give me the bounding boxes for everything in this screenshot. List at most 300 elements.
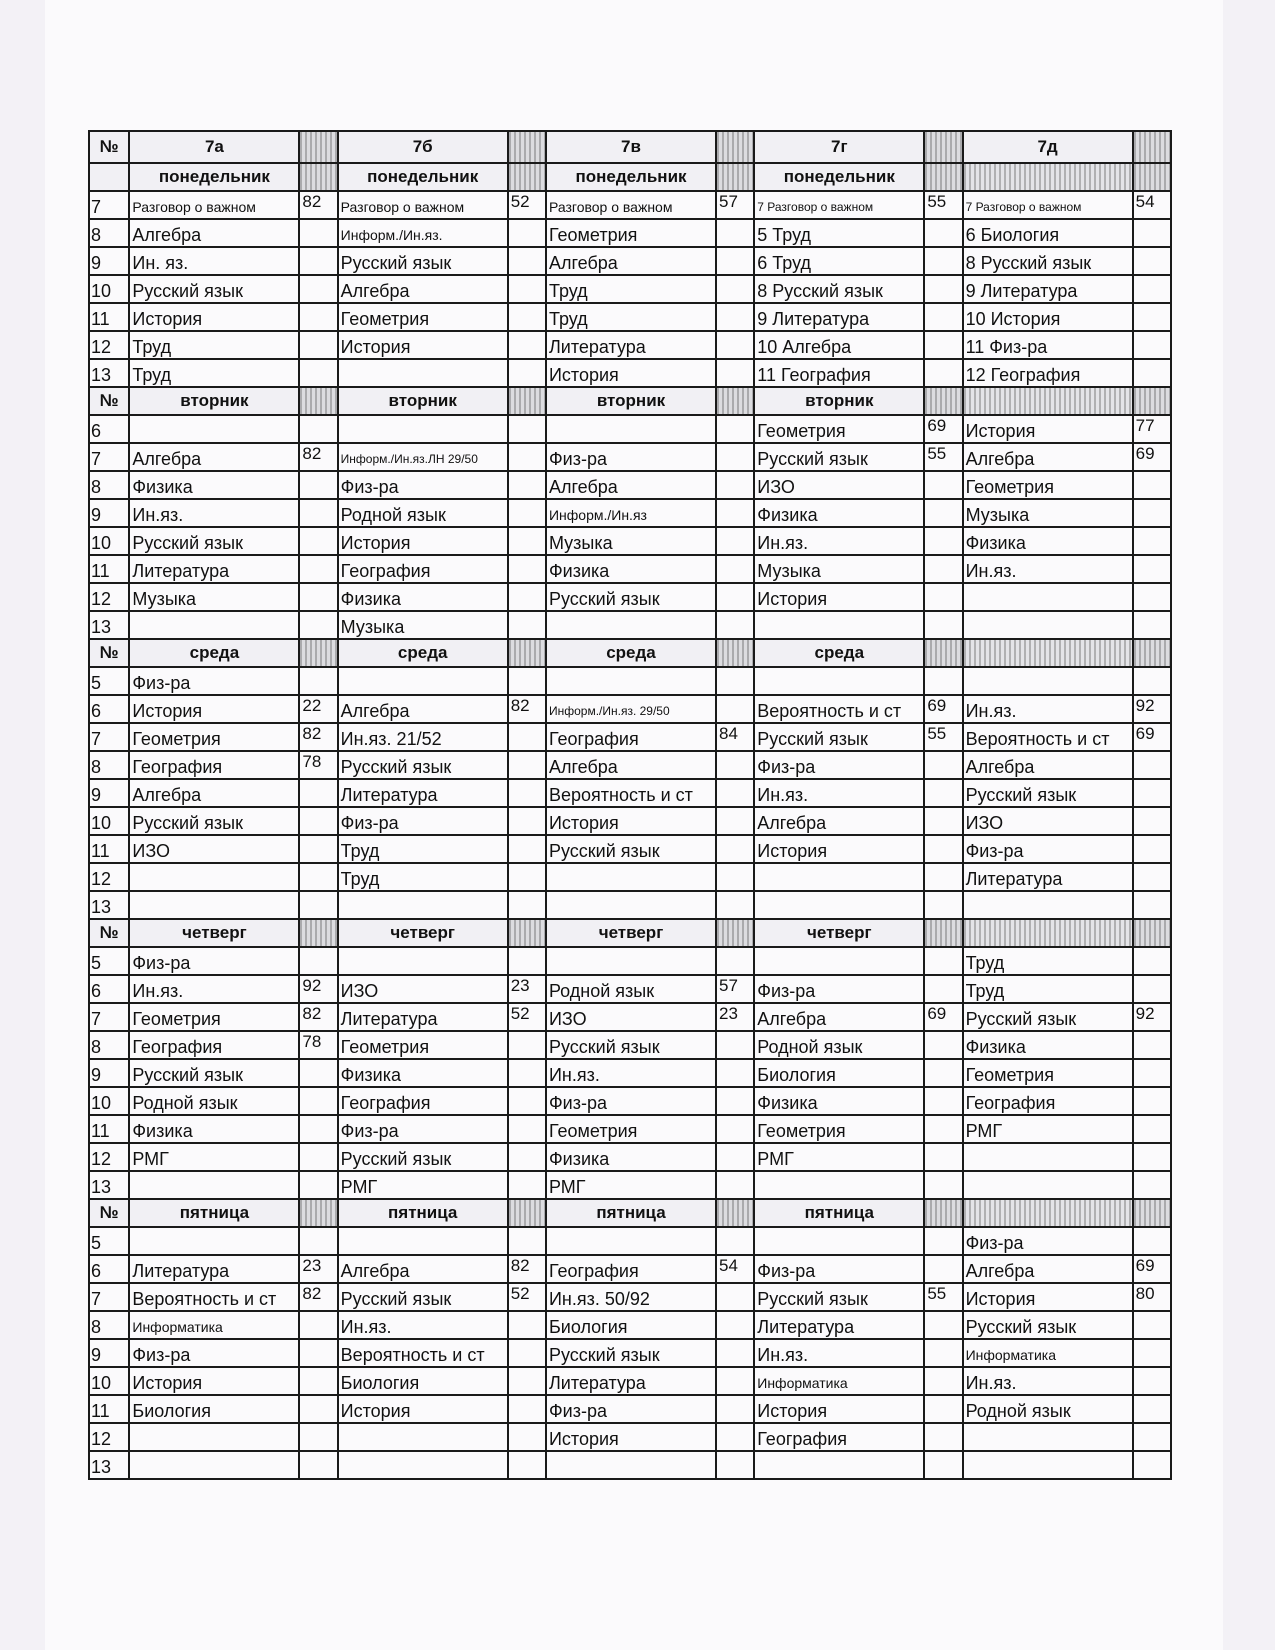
day-header-row bbox=[89, 163, 1171, 191]
schedule-table bbox=[88, 130, 1172, 1480]
room-cell bbox=[924, 807, 962, 835]
lesson-row bbox=[89, 443, 1171, 471]
room-cell bbox=[1133, 275, 1171, 303]
room-cell bbox=[924, 947, 962, 975]
room-cell: 57 bbox=[716, 975, 754, 1003]
subject-cell: 12 География bbox=[963, 359, 1133, 387]
room-cell bbox=[924, 1171, 962, 1199]
number-header: № bbox=[89, 131, 129, 163]
lesson-number: 6 bbox=[89, 975, 129, 1003]
lesson-number: 12 bbox=[89, 863, 129, 891]
room-cell: 23 bbox=[716, 1003, 754, 1031]
room-cell bbox=[508, 1395, 546, 1423]
subject-cell: Родной язык bbox=[129, 1087, 299, 1115]
lesson-number: 6 bbox=[89, 695, 129, 723]
subject-cell: Труд bbox=[546, 275, 716, 303]
subject-cell: История bbox=[754, 583, 924, 611]
subject-cell: Ин.яз. bbox=[963, 695, 1133, 723]
room-cell bbox=[716, 1087, 754, 1115]
day-name bbox=[963, 163, 1133, 191]
room-cell: 54 bbox=[716, 1255, 754, 1283]
subject-cell: Труд bbox=[338, 863, 508, 891]
subject-cell bbox=[546, 415, 716, 443]
room-cell bbox=[299, 611, 337, 639]
day-gap bbox=[924, 163, 962, 191]
lesson-row bbox=[89, 1283, 1171, 1311]
room-cell: 78 bbox=[299, 1031, 337, 1059]
room-cell bbox=[924, 1367, 962, 1395]
room-cell bbox=[299, 583, 337, 611]
subject-cell: Разговор о важном bbox=[546, 191, 716, 219]
room-cell bbox=[299, 891, 337, 919]
room-cell: 82 bbox=[299, 723, 337, 751]
room-cell bbox=[508, 1087, 546, 1115]
day-name: среда bbox=[546, 639, 716, 667]
lesson-row bbox=[89, 1031, 1171, 1059]
day-gap bbox=[299, 1199, 337, 1227]
subject-cell: История bbox=[129, 303, 299, 331]
lesson-row bbox=[89, 975, 1171, 1003]
room-cell bbox=[508, 219, 546, 247]
room-cell: 82 bbox=[299, 191, 337, 219]
subject-cell: Русский язык bbox=[546, 1339, 716, 1367]
subject-cell: Русский язык bbox=[129, 275, 299, 303]
room-cell bbox=[508, 247, 546, 275]
lesson-row bbox=[89, 527, 1171, 555]
subject-cell: 7 Разговор о важном bbox=[754, 191, 924, 219]
room-cell bbox=[508, 1423, 546, 1451]
subject-cell: История bbox=[963, 1283, 1133, 1311]
room-cell bbox=[508, 443, 546, 471]
lesson-number: 7 bbox=[89, 443, 129, 471]
day-header-row bbox=[89, 919, 1171, 947]
subject-cell: Физ-ра bbox=[129, 667, 299, 695]
room-cell: 22 bbox=[299, 695, 337, 723]
day-name: четверг bbox=[546, 919, 716, 947]
subject-cell: Геометрия bbox=[546, 1115, 716, 1143]
day-name: пятница bbox=[129, 1199, 299, 1227]
room-cell bbox=[716, 443, 754, 471]
subject-cell: Родной язык bbox=[338, 499, 508, 527]
lesson-row bbox=[89, 1171, 1171, 1199]
room-cell bbox=[1133, 667, 1171, 695]
subject-cell: Физ-ра bbox=[338, 1115, 508, 1143]
day-gap bbox=[716, 163, 754, 191]
subject-cell: Физ-ра bbox=[338, 807, 508, 835]
subject-cell bbox=[963, 1451, 1133, 1479]
room-cell bbox=[716, 583, 754, 611]
subject-cell bbox=[754, 1171, 924, 1199]
day-gap bbox=[924, 919, 962, 947]
schedule-body bbox=[89, 131, 1171, 1479]
day-gap bbox=[716, 387, 754, 415]
day-gap bbox=[299, 919, 337, 947]
lesson-number: 10 bbox=[89, 527, 129, 555]
subject-cell bbox=[963, 891, 1133, 919]
lesson-row bbox=[89, 947, 1171, 975]
lesson-number: 6 bbox=[89, 415, 129, 443]
room-cell: 82 bbox=[299, 1003, 337, 1031]
class-header: 7а bbox=[129, 131, 299, 163]
subject-cell: География bbox=[754, 1423, 924, 1451]
subject-cell: История bbox=[338, 527, 508, 555]
subject-cell bbox=[129, 1227, 299, 1255]
lesson-number: 5 bbox=[89, 947, 129, 975]
subject-cell bbox=[963, 1171, 1133, 1199]
room-cell bbox=[1133, 1367, 1171, 1395]
subject-cell: Алгебра bbox=[963, 443, 1133, 471]
room-cell bbox=[1133, 1339, 1171, 1367]
room-cell bbox=[299, 779, 337, 807]
day-gap bbox=[1133, 163, 1171, 191]
lesson-row bbox=[89, 1115, 1171, 1143]
lesson-number: 9 bbox=[89, 1339, 129, 1367]
room-cell bbox=[299, 555, 337, 583]
lesson-row bbox=[89, 1395, 1171, 1423]
lesson-row bbox=[89, 667, 1171, 695]
subject-cell: ИЗО bbox=[546, 1003, 716, 1031]
day-gap bbox=[1133, 1199, 1171, 1227]
subject-cell: Биология bbox=[338, 1367, 508, 1395]
room-cell bbox=[716, 947, 754, 975]
room-cell: 82 bbox=[299, 1283, 337, 1311]
subject-cell: Физ-ра bbox=[546, 1395, 716, 1423]
room-cell bbox=[299, 807, 337, 835]
subject-cell: Вероятность и ст bbox=[129, 1283, 299, 1311]
room-cell bbox=[299, 471, 337, 499]
lesson-number: 11 bbox=[89, 1395, 129, 1423]
day-name: среда bbox=[754, 639, 924, 667]
room-cell bbox=[1133, 1311, 1171, 1339]
day-gap bbox=[716, 639, 754, 667]
room-cell bbox=[299, 1311, 337, 1339]
room-cell: 54 bbox=[1133, 191, 1171, 219]
subject-cell: Физика bbox=[963, 527, 1133, 555]
subject-cell bbox=[129, 611, 299, 639]
day-name: четверг bbox=[129, 919, 299, 947]
lesson-number: 12 bbox=[89, 1423, 129, 1451]
subject-cell: Информатика bbox=[129, 1311, 299, 1339]
room-cell bbox=[508, 807, 546, 835]
lesson-row bbox=[89, 695, 1171, 723]
subject-cell: Ин.яз. bbox=[754, 527, 924, 555]
lesson-row bbox=[89, 1451, 1171, 1479]
day-number-header: № bbox=[89, 919, 129, 947]
subject-cell: Информ./Ин.яз.ЛН 29/50 bbox=[338, 443, 508, 471]
lesson-number: 11 bbox=[89, 303, 129, 331]
room-cell bbox=[716, 415, 754, 443]
room-cell bbox=[924, 275, 962, 303]
subject-cell: ИЗО bbox=[754, 471, 924, 499]
lesson-number: 9 bbox=[89, 247, 129, 275]
subject-cell bbox=[338, 1451, 508, 1479]
room-cell bbox=[924, 975, 962, 1003]
day-gap bbox=[1133, 639, 1171, 667]
lesson-row bbox=[89, 471, 1171, 499]
day-gap bbox=[508, 1199, 546, 1227]
subject-cell: Русский язык bbox=[129, 807, 299, 835]
room-cell bbox=[924, 891, 962, 919]
day-name: понедельник bbox=[546, 163, 716, 191]
subject-cell: Музыка bbox=[338, 611, 508, 639]
subject-cell: История bbox=[754, 1395, 924, 1423]
subject-cell: Труд bbox=[338, 835, 508, 863]
subject-cell: Геометрия bbox=[963, 1059, 1133, 1087]
subject-cell: Физ-ра bbox=[754, 975, 924, 1003]
subject-cell bbox=[754, 863, 924, 891]
day-name: среда bbox=[129, 639, 299, 667]
lesson-number: 10 bbox=[89, 275, 129, 303]
subject-cell: Физ-ра bbox=[546, 1087, 716, 1115]
room-cell bbox=[924, 1311, 962, 1339]
subject-cell: Литература bbox=[338, 1003, 508, 1031]
lesson-number: 5 bbox=[89, 1227, 129, 1255]
subject-cell bbox=[546, 863, 716, 891]
subject-cell: География bbox=[963, 1087, 1133, 1115]
lesson-row bbox=[89, 499, 1171, 527]
lesson-row bbox=[89, 219, 1171, 247]
room-cell bbox=[1133, 1171, 1171, 1199]
room-cell bbox=[299, 1087, 337, 1115]
subject-cell bbox=[546, 667, 716, 695]
class-header: 7в bbox=[546, 131, 716, 163]
subject-cell bbox=[129, 863, 299, 891]
room-cell: 78 bbox=[299, 751, 337, 779]
subject-cell bbox=[129, 1171, 299, 1199]
room-cell: 23 bbox=[299, 1255, 337, 1283]
day-gap bbox=[1133, 387, 1171, 415]
subject-cell bbox=[754, 1451, 924, 1479]
subject-cell: Геометрия bbox=[129, 1003, 299, 1031]
day-name: вторник bbox=[546, 387, 716, 415]
room-cell: 92 bbox=[299, 975, 337, 1003]
day-name: среда bbox=[338, 639, 508, 667]
room-cell bbox=[716, 1283, 754, 1311]
lesson-number: 5 bbox=[89, 667, 129, 695]
room-cell bbox=[716, 667, 754, 695]
room-cell bbox=[924, 1087, 962, 1115]
room-cell bbox=[716, 331, 754, 359]
subject-cell: Алгебра bbox=[129, 219, 299, 247]
room-cell bbox=[508, 1451, 546, 1479]
subject-cell: Геометрия bbox=[546, 219, 716, 247]
room-cell bbox=[299, 275, 337, 303]
room-cell bbox=[716, 1115, 754, 1143]
day-name: четверг bbox=[754, 919, 924, 947]
room-cell: 92 bbox=[1133, 1003, 1171, 1031]
room-cell bbox=[1133, 1087, 1171, 1115]
subject-cell bbox=[338, 947, 508, 975]
room-cell bbox=[1133, 1423, 1171, 1451]
lesson-number: 8 bbox=[89, 1311, 129, 1339]
room-cell bbox=[508, 667, 546, 695]
subject-cell: Ин.яз. bbox=[754, 779, 924, 807]
subject-cell: Физ-ра bbox=[963, 1227, 1133, 1255]
subject-cell bbox=[963, 611, 1133, 639]
subject-cell: Ин.яз. 21/52 bbox=[338, 723, 508, 751]
lesson-row bbox=[89, 1087, 1171, 1115]
room-cell bbox=[716, 751, 754, 779]
lesson-number: 13 bbox=[89, 891, 129, 919]
room-cell: 55 bbox=[924, 723, 962, 751]
subject-cell bbox=[129, 891, 299, 919]
lesson-number: 10 bbox=[89, 807, 129, 835]
room-cell bbox=[716, 247, 754, 275]
day-header-row bbox=[89, 639, 1171, 667]
subject-cell: Литература bbox=[338, 779, 508, 807]
subject-cell: Русский язык bbox=[754, 723, 924, 751]
subject-cell: География bbox=[129, 1031, 299, 1059]
lesson-number: 7 bbox=[89, 1283, 129, 1311]
subject-cell: Информ./Ин.яз. bbox=[338, 219, 508, 247]
room-cell bbox=[924, 1143, 962, 1171]
room-cell bbox=[1133, 807, 1171, 835]
day-gap bbox=[924, 1199, 962, 1227]
room-cell bbox=[1133, 891, 1171, 919]
room-cell bbox=[924, 583, 962, 611]
subject-cell: История bbox=[546, 807, 716, 835]
subject-cell: Физика bbox=[338, 583, 508, 611]
room-cell bbox=[716, 807, 754, 835]
subject-cell: Труд bbox=[129, 331, 299, 359]
lesson-row bbox=[89, 1339, 1171, 1367]
room-cell bbox=[508, 499, 546, 527]
subject-cell bbox=[338, 667, 508, 695]
room-cell bbox=[1133, 835, 1171, 863]
subject-cell: Ин.яз. bbox=[129, 975, 299, 1003]
room-header bbox=[924, 131, 962, 163]
room-cell: 23 bbox=[508, 975, 546, 1003]
room-cell: 82 bbox=[299, 443, 337, 471]
subject-cell: Физ-ра bbox=[754, 751, 924, 779]
room-cell bbox=[716, 891, 754, 919]
room-cell bbox=[1133, 1395, 1171, 1423]
room-cell bbox=[1133, 247, 1171, 275]
subject-cell: Русский язык bbox=[338, 247, 508, 275]
subject-cell: Алгебра bbox=[754, 807, 924, 835]
lesson-number: 9 bbox=[89, 499, 129, 527]
room-cell bbox=[716, 555, 754, 583]
room-cell bbox=[508, 415, 546, 443]
subject-cell: Литература bbox=[546, 1367, 716, 1395]
lesson-number: 11 bbox=[89, 555, 129, 583]
subject-cell: Биология bbox=[129, 1395, 299, 1423]
subject-cell: Алгебра bbox=[338, 1255, 508, 1283]
subject-cell: Алгебра bbox=[963, 1255, 1133, 1283]
day-gap bbox=[716, 1199, 754, 1227]
room-cell bbox=[299, 527, 337, 555]
subject-cell: Музыка bbox=[754, 555, 924, 583]
room-cell bbox=[508, 555, 546, 583]
subject-cell: Русский язык bbox=[338, 1283, 508, 1311]
room-cell bbox=[299, 1227, 337, 1255]
lesson-row bbox=[89, 1143, 1171, 1171]
room-cell: 69 bbox=[924, 1003, 962, 1031]
room-cell: 55 bbox=[924, 443, 962, 471]
room-cell bbox=[299, 415, 337, 443]
subject-cell: История bbox=[338, 1395, 508, 1423]
lesson-row bbox=[89, 751, 1171, 779]
subject-cell: История bbox=[754, 835, 924, 863]
room-cell bbox=[716, 1143, 754, 1171]
subject-cell bbox=[546, 1451, 716, 1479]
subject-cell: 7 Разговор о важном bbox=[963, 191, 1133, 219]
subject-cell: История bbox=[129, 695, 299, 723]
subject-cell: Ин.яз. bbox=[963, 555, 1133, 583]
room-cell bbox=[924, 471, 962, 499]
day-gap bbox=[508, 919, 546, 947]
lesson-row bbox=[89, 1367, 1171, 1395]
room-cell bbox=[1133, 863, 1171, 891]
subject-cell: 9 Литература bbox=[754, 303, 924, 331]
subject-cell: Ин.яз. bbox=[754, 1339, 924, 1367]
room-cell bbox=[924, 359, 962, 387]
subject-cell bbox=[338, 1423, 508, 1451]
subject-cell: Физика bbox=[754, 499, 924, 527]
lesson-row bbox=[89, 891, 1171, 919]
subject-cell: Биология bbox=[546, 1311, 716, 1339]
room-cell bbox=[924, 1031, 962, 1059]
room-cell bbox=[508, 1311, 546, 1339]
subject-cell bbox=[754, 1227, 924, 1255]
lesson-number: 7 bbox=[89, 191, 129, 219]
lesson-row bbox=[89, 303, 1171, 331]
lesson-row bbox=[89, 1423, 1171, 1451]
room-cell bbox=[924, 1423, 962, 1451]
subject-cell: Ин.яз. 50/92 bbox=[546, 1283, 716, 1311]
room-cell bbox=[508, 1059, 546, 1087]
room-cell bbox=[299, 331, 337, 359]
room-cell bbox=[1133, 611, 1171, 639]
room-cell bbox=[716, 1339, 754, 1367]
subject-cell: История bbox=[546, 1423, 716, 1451]
room-cell bbox=[508, 527, 546, 555]
subject-cell: Русский язык bbox=[546, 583, 716, 611]
room-cell bbox=[924, 1395, 962, 1423]
room-cell bbox=[508, 1339, 546, 1367]
room-cell bbox=[1133, 527, 1171, 555]
room-cell bbox=[716, 359, 754, 387]
room-cell bbox=[508, 303, 546, 331]
room-cell bbox=[299, 1423, 337, 1451]
lesson-row bbox=[89, 191, 1171, 219]
subject-cell: 8 Русский язык bbox=[963, 247, 1133, 275]
subject-cell: География bbox=[129, 751, 299, 779]
room-cell bbox=[508, 583, 546, 611]
subject-cell: Физ-ра bbox=[129, 1339, 299, 1367]
room-cell: 52 bbox=[508, 191, 546, 219]
room-cell bbox=[299, 1451, 337, 1479]
lesson-number: 8 bbox=[89, 471, 129, 499]
lesson-number: 10 bbox=[89, 1087, 129, 1115]
room-header bbox=[716, 131, 754, 163]
subject-cell: Русский язык bbox=[546, 835, 716, 863]
subject-cell: Физика bbox=[546, 555, 716, 583]
subject-cell: Литература bbox=[963, 863, 1133, 891]
day-number-header: № bbox=[89, 639, 129, 667]
subject-cell: Труд bbox=[546, 303, 716, 331]
subject-cell: Физ-ра bbox=[338, 471, 508, 499]
subject-cell: География bbox=[338, 555, 508, 583]
subject-cell bbox=[546, 891, 716, 919]
day-name bbox=[963, 1199, 1133, 1227]
room-cell bbox=[299, 863, 337, 891]
day-header-row bbox=[89, 387, 1171, 415]
room-cell bbox=[716, 863, 754, 891]
lesson-number: 10 bbox=[89, 1367, 129, 1395]
subject-cell: Русский язык bbox=[546, 1031, 716, 1059]
subject-cell: 10 Алгебра bbox=[754, 331, 924, 359]
